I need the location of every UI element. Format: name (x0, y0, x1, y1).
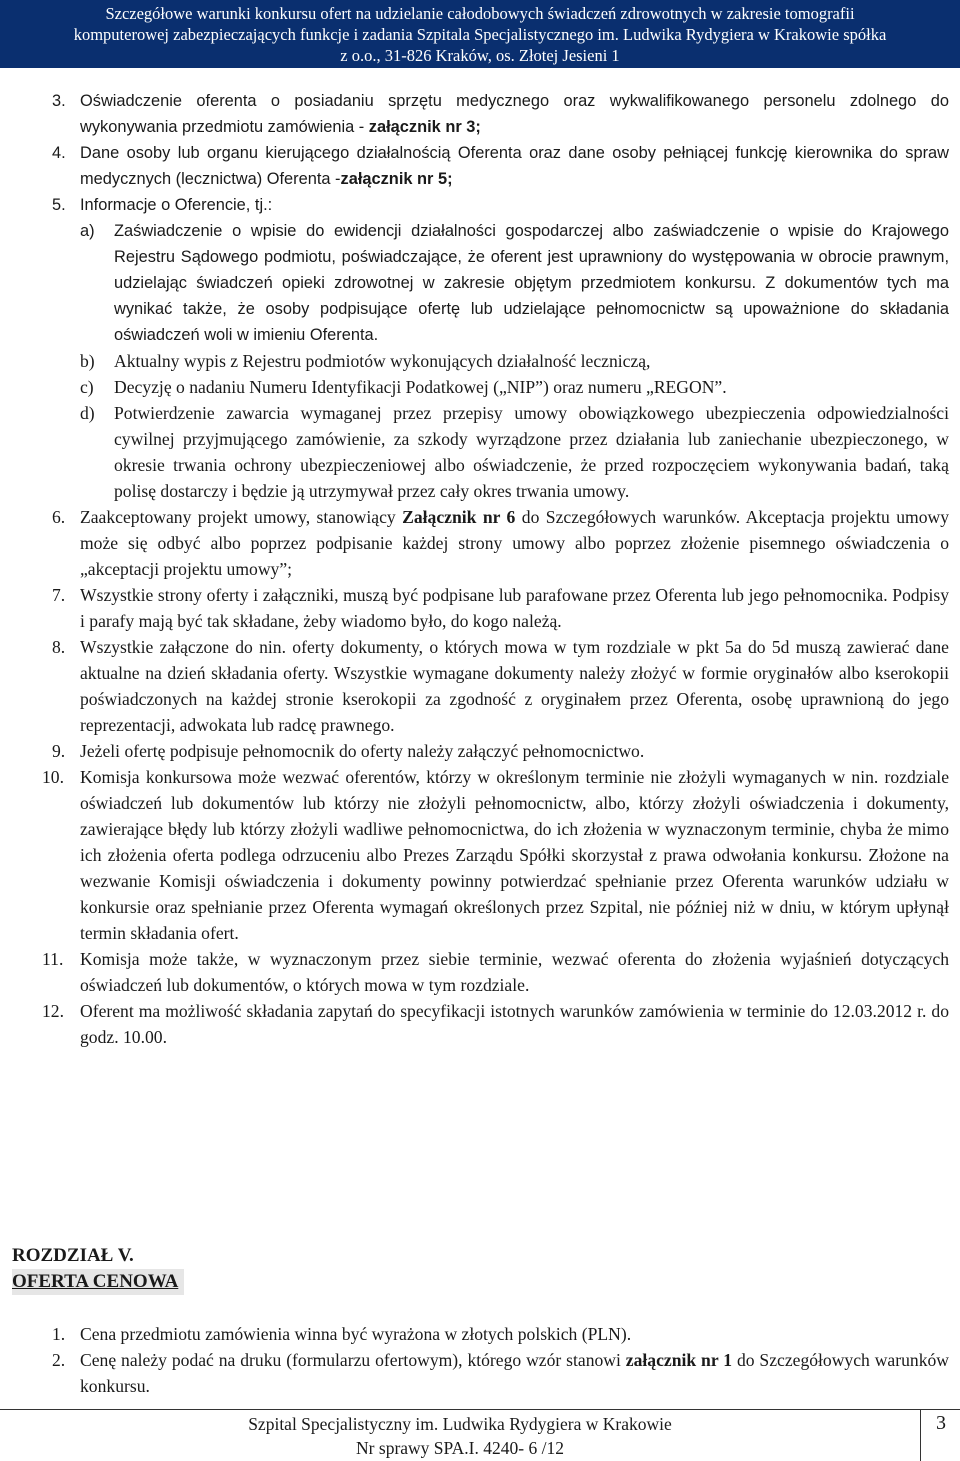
item-text: Informacje o Oferencie, tj.: (80, 196, 273, 214)
item-text: Komisja może także, w wyznaczonym przez siebie terminie, wezwać oferenta do złożenia wyjaśnień dotyczących oświadczeń lub dokumentów, o których mowa w tym rozdziale. (80, 949, 949, 995)
item-text: Komisja konkursowa może wezwać oferentów, którzy w określonym terminie nie złożyli wymaganych w nin. rozdziale oświadczeń lub dokumentów lub którzy nie złożyli pełnomocnictw, albo, którzy złożyli oświadczenia i dokumenty, zawierające błędy lub którzy złożyli wadliwe pełnomocnictwa, do ich złożenia w wyznaczonym terminie, chyba że mimo ich złożenia oferta podlega odrzuceniu albo Prezes Zarządu Spółki skorzystał z prawa odwołania konkursu. Złożone na wezwanie Komisji oświadczenia i dokumenty powinny potwierdzać spełnianie przez Oferenta warunków udziału w konkursie oraz spełnianie przez Oferenta wymagań określonych przez Szpital, nie później niż w dniu, w którym upłynął termin składania ofert. (80, 767, 949, 943)
item-text-body: Dane osoby lub organu kierującego działalnością Oferenta oraz dane osoby pełniącej funkcję kierownika do spraw medycznych (lecznictwa) Oferenta - (80, 144, 949, 188)
list-item-9 (52, 738, 949, 764)
item-text-post: do Szczegółowych warunków. Akceptacja projektu umowy może się odbyć albo poprzez podpisanie każdej strony umowy albo poprzez złożenie pisemnego oświadczenia o „akceptacji projektu umowy”; (80, 507, 950, 579)
chapter-item-2 (52, 1347, 949, 1399)
list-item-8 (52, 634, 949, 738)
sub-item-a (80, 218, 949, 348)
item-text: Cena przedmiotu zamówienia winna być wyrażona w złotych polskich (PLN). (80, 1324, 632, 1344)
item-number: 2. (52, 1350, 66, 1370)
header-line-1: Szczegółowe warunki konkursu ofert na udzielanie całodobowych świadczeń zdrowotnych w zakresie tomografii (105, 4, 855, 23)
item-number: 11. (42, 949, 64, 969)
item-text: Jeżeli ofertę podpisuje pełnomocnik do oferty należy załączyć pełnomocnictwo. (80, 741, 645, 761)
item-bold: załącznik nr 5; (340, 170, 453, 188)
page-number: 3 (920, 1410, 960, 1461)
sub-text: Aktualny wypis z Rejestru podmiotów wykonujących działalność leczniczą, (114, 351, 651, 371)
item-number: 9. (52, 741, 66, 761)
item-text: Wszystkie załączone do nin. oferty dokumenty, o których mowa w tym rozdziale w pkt 5a do 5d muszą zawierać dane aktualne na dzień składania oferty. Wszystkie wymagane dokumenty należy złożyć w formie oryginałów albo kserokopii poświadczonych na każdej stronie kserokopii za zgodność z oryginałem przez Oferenta, osobę uprawnioną do jego reprezentacji, adwokata lub radcę prawnego. (80, 637, 949, 735)
list-item-12 (42, 998, 949, 1050)
item-bold: Załącznik nr 6 (402, 507, 516, 527)
list-item-10 (42, 764, 949, 946)
item-number: 7. (52, 585, 66, 605)
list-item-6 (52, 504, 949, 582)
list-item-4 (52, 140, 949, 192)
page-footer (0, 1409, 960, 1461)
list-item-3 (52, 88, 949, 140)
item-text-body: Oświadczenie oferenta o posiadaniu sprzętu medycznego oraz wykwalifikowanego personelu zdolnego do wykonywania przedmiotu zamówienia - (80, 92, 949, 136)
item-number: 6. (52, 507, 66, 527)
item-bold: załącznik nr 3; (368, 118, 481, 136)
item-text-pre: Zaakceptowany projekt umowy, stanowiący (80, 507, 396, 527)
sub-label: d) (80, 403, 95, 423)
sub-list (80, 218, 949, 504)
header-line-3: z o.o., 31-826 Kraków, os. Złotej Jesieni 1 (340, 46, 620, 65)
item-text (80, 140, 949, 192)
sub-text: Zaświadczenie o wpisie do ewidencji działalności gospodarczej albo zaświadczenie o wpisie do Krajowego Rejestru Sądowego podmiotu, poświadczające, że oferent jest uprawniony do występowania w obrocie prawnym, udzielając świadczeń opieki zdrowotnej w zakresie objętym przedmiotem konkursu. Z dokumentów tych ma wynikać także, że osoby podpisujące ofertę lub udzielające pełnomocnictw są upoważnione do składania oświadczeń woli w imieniu Oferenta. (114, 222, 949, 344)
chapter-body (52, 1321, 949, 1399)
item-text (80, 88, 949, 140)
item-text: Wszystkie strony oferty i załączniki, muszą być podpisane lub parafowane przez Oferenta lub jego pełnomocnika. Podpisy i parafy mają być tak składane, żeby wiadomo było, do kogo należą. (80, 585, 949, 631)
item-text (80, 504, 949, 582)
sub-text: Potwierdzenie zawarcia wymaganej przez przepisy umowy obowiązkowego ubezpieczenia odpowiedzialności cywilnej przyjmującego zamówienie, za szkody wyrządzone przez działania lub zaniechanie ubezpieczonego, w okresie trwania ochrony ubezpieczeniowej albo oświadczenie, że przed rozpoczęciem wykonywania badań, taką polisę dostarczy i będzie ją utrzymywał przez cały okres trwania umowy. (114, 403, 949, 501)
list-item-11 (42, 946, 949, 998)
list-item-5-subs (52, 218, 949, 504)
item-number: 4. (52, 144, 66, 162)
sub-label: c) (80, 377, 94, 397)
item-text-post: do Szczegółowych warunków konkursu. (80, 1350, 949, 1396)
sub-text: Decyzję o nadaniu Numeru Identyfikacji Podatkowej („NIP”) oraz numeru „REGON”. (114, 377, 727, 397)
sub-item-b (80, 348, 949, 374)
chapter-heading (12, 1243, 952, 1295)
item-number: 10. (42, 767, 64, 787)
chapter-item-1 (52, 1321, 949, 1347)
sub-item-d (80, 400, 949, 504)
footer-institution: Szpital Specjalistyczny im. Ludwika Rydygiera w Krakowie (248, 1414, 672, 1434)
header-line-2: komputerowej zabezpieczających funkcje i zadania Szpitala Specjalistycznego im. Ludwika Rydygiera w Krakowie spółka (73, 25, 887, 44)
list-item-7 (52, 582, 949, 634)
item-text-pre: Cenę należy podać na druku (formularzu ofertowym), którego wzór stanowi (80, 1350, 621, 1370)
sub-label: a) (80, 222, 95, 240)
item-bold: załącznik nr 1 (625, 1350, 733, 1370)
item-number: 5. (52, 196, 66, 214)
item-text (80, 1347, 949, 1399)
chapter-number: ROZDZIAŁ V. (12, 1245, 134, 1266)
list-item-5 (52, 192, 949, 218)
item-number: 1. (52, 1324, 66, 1344)
document-body (42, 88, 950, 1050)
item-number: 12. (42, 1001, 64, 1021)
chapter-title: OFERTA CENOWA (12, 1269, 184, 1295)
item-number: 3. (52, 92, 66, 110)
item-text: Oferent ma możliwość składania zapytań do specyfikacji istotnych warunków zamówienia w terminie do 12.03.2012 r. do godz. 10.00. (80, 1001, 949, 1047)
footer-case-number: Nr sprawy SPA.I. 4240- 6 /12 (356, 1438, 564, 1458)
sub-item-c (80, 374, 949, 400)
sub-label: b) (80, 351, 95, 371)
page-header (0, 0, 960, 68)
item-number: 8. (52, 637, 66, 657)
